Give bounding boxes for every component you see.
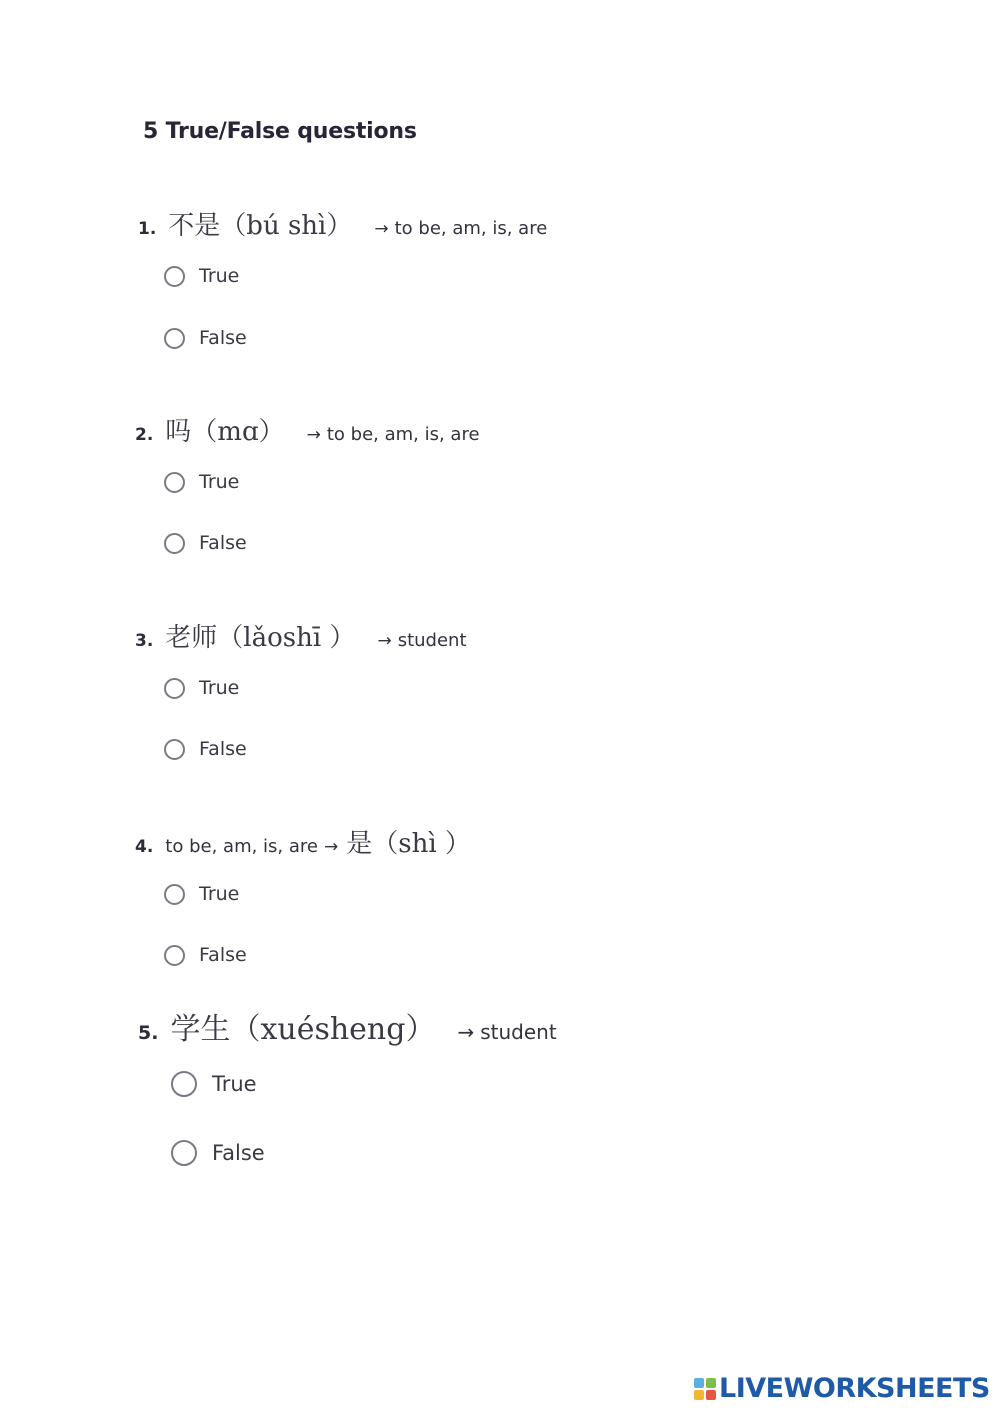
option-label: True: [212, 1072, 257, 1096]
question-2-option-true[interactable]: [164, 471, 239, 493]
logo-square-4: [706, 1390, 716, 1400]
radio-button[interactable]: [171, 1071, 197, 1097]
question-3-option-false[interactable]: [164, 738, 247, 760]
question-3-option-true[interactable]: [164, 677, 239, 699]
chinese-term: 不是（bú shì）: [168, 211, 353, 241]
question-4-prompt: [135, 823, 493, 860]
radio-button[interactable]: [171, 1140, 197, 1166]
radio-button[interactable]: [164, 266, 185, 287]
option-label: False: [199, 738, 247, 760]
question-5-option-true[interactable]: [171, 1071, 257, 1097]
question-number: 3.: [135, 631, 154, 651]
question-5-option-false[interactable]: [171, 1140, 265, 1166]
radio-button[interactable]: [164, 884, 185, 905]
english-term: to be, am, is, are: [165, 836, 318, 857]
question-number: 4.: [135, 837, 154, 857]
logo-square-1: [694, 1378, 704, 1388]
question-number: 1.: [138, 219, 157, 239]
option-label: False: [199, 532, 247, 554]
radio-button[interactable]: [164, 472, 185, 493]
arrow-icon: →: [306, 425, 321, 445]
question-number: 2.: [135, 425, 154, 445]
question-1-option-false[interactable]: [164, 327, 247, 349]
liveworksheets-logo: [694, 1373, 990, 1404]
question-4-option-false[interactable]: [164, 944, 247, 966]
logo-mark-icon: [694, 1378, 716, 1400]
radio-button[interactable]: [164, 533, 185, 554]
english-term: to be, am, is, are: [326, 424, 480, 445]
arrow-icon: →: [457, 1020, 475, 1044]
chinese-term: 学生（xuésheng）: [170, 1012, 436, 1047]
logo-square-2: [706, 1378, 716, 1388]
question-number: 5.: [138, 1022, 159, 1044]
radio-button[interactable]: [164, 678, 185, 699]
arrow-icon: →: [377, 631, 392, 651]
option-label: False: [199, 327, 247, 349]
option-label: True: [199, 883, 240, 905]
question-1-prompt: [138, 205, 547, 242]
question-1-option-true[interactable]: [164, 265, 239, 287]
option-label: True: [199, 265, 240, 287]
english-term: to be, am, is, are: [394, 218, 548, 239]
question-2-prompt: [135, 411, 480, 448]
option-label: True: [199, 471, 240, 493]
chinese-term: 吗（mɑ）: [165, 417, 285, 447]
question-3-prompt: [135, 617, 467, 654]
question-5-prompt: [138, 1004, 557, 1048]
radio-button[interactable]: [164, 739, 185, 760]
arrow-icon: →: [374, 219, 389, 239]
worksheet-title: 5 True/False questions: [143, 119, 417, 144]
arrow-icon: →: [323, 837, 339, 857]
chinese-term: 是（shì ）: [346, 829, 471, 859]
option-label: False: [212, 1141, 265, 1165]
radio-button[interactable]: [164, 328, 185, 349]
logo-text: LIVEWORKSHEETS: [719, 1373, 990, 1404]
radio-button[interactable]: [164, 945, 185, 966]
english-term: student: [480, 1020, 557, 1044]
option-label: True: [199, 677, 240, 699]
english-term: student: [397, 630, 467, 651]
chinese-term: 老师（lǎoshī ）: [165, 623, 356, 653]
question-2-option-false[interactable]: [164, 532, 247, 554]
option-label: False: [199, 944, 247, 966]
logo-square-3: [694, 1390, 704, 1400]
question-4-option-true[interactable]: [164, 883, 239, 905]
